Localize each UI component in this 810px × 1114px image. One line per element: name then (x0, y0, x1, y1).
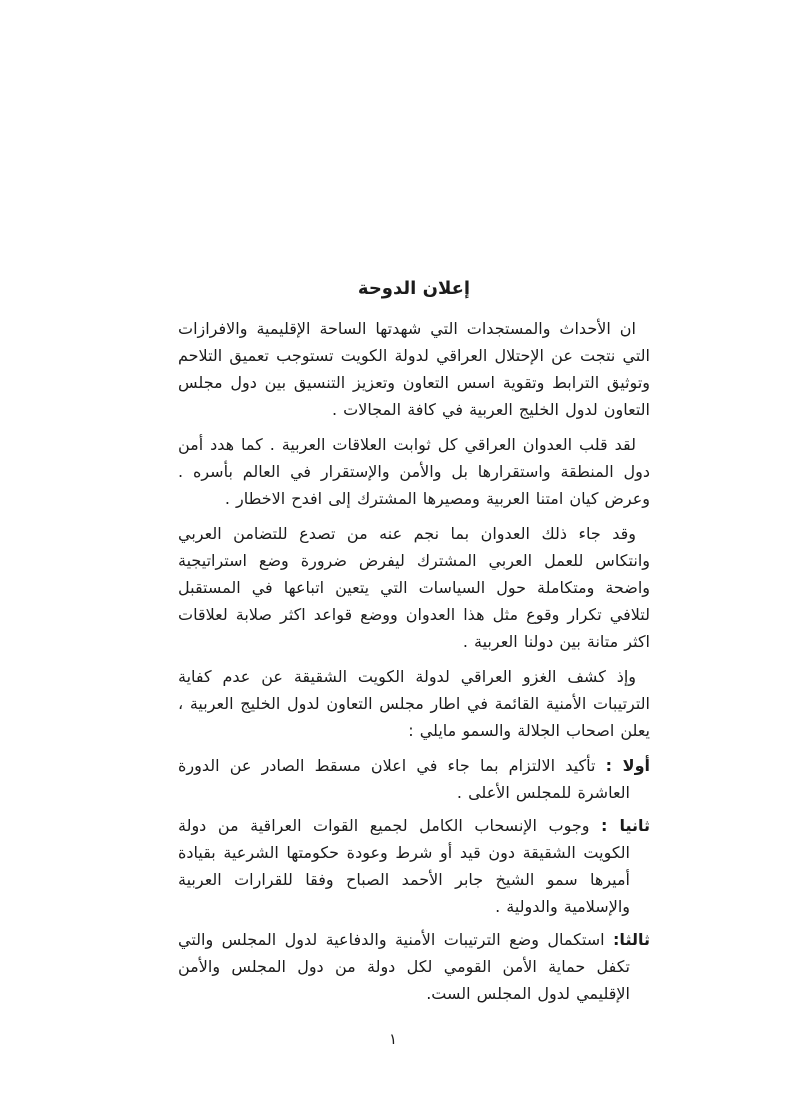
document-body (178, 278, 650, 1013)
item-text-third: استكمال وضع الترتيبات الأمنية والدفاعية لدول المجلس والتي تكفل حماية الأمن القومي لكل دولة من دول المجلس والأمن الإقليمي لدول المجلس الست. (178, 930, 630, 1003)
list-item-first (178, 752, 650, 806)
item-text-first: تأكيد الالتزام بما جاء في اعلان مسقط الصادر عن الدورة العاشرة للمجلس الأعلى . (178, 756, 630, 802)
document-title: إعلان الدوحة (357, 278, 471, 299)
paragraph-aggression: لقد قلب العدوان العراقي كل ثوابت العلاقات العربية . كما هدد أمن دول المنطقة واستقرارها بل والأمن والإستقرار في العالم بأسره . وعرض كيان امتنا العربية ومصيرها المشترك إلى افدح الاخطار . (178, 435, 650, 508)
paragraph-strategy: وقد جاء ذلك العدوان بما نجم عنه من تصدع للتضامن العربي وانتكاس للعمل العربي المشترك ليفرض ضرورة وضع استراتيجية واضحة ومتكاملة حول السياسات التي يتعين اتباعها في المستقبل لتلافي تكرار وقوع مثل هذا العدوان ووضع قواعد اكثر صلابة لعلاقات اكثر متانة بين دولنا العربية . (178, 524, 650, 651)
list-item-third (178, 926, 650, 1007)
item-label-third: ثالثا: (613, 930, 650, 949)
item-label-second: ثانيا : (601, 816, 651, 835)
item-text-second: وجوب الإنسحاب الكامل لجميع القوات العراقية من دولة الكويت الشقيقة دون قيد أو شرط وعودة حكومتها الشرعية بقيادة أميرها سمو الشيخ جابر الأحمد الصباح وفقا للقرارات العربية والإسلامية والدولية . (178, 816, 630, 916)
page-number: ١ (388, 1030, 398, 1048)
paragraph-declaration-lead: وإذ كشف الغزو العراقي لدولة الكويت الشقيقة عن عدم كفاية الترتيبات الأمنية القائمة في اطار مجلس التعاون لدول الخليج العربية ، يعلن اصحاب الجلالة والسمو مايلي : (178, 667, 650, 740)
list-item-second (178, 812, 650, 920)
item-label-first: أولا : (605, 756, 651, 775)
paragraph-intro: ان الأحداث والمستجدات التي شهدتها الساحة الإقليمية والافرازات التي نتجت عن الإحتلال العراقي لدولة الكويت تستوجب تعميق التلاحم وتوثيق الترابط وتقوية اسس التعاون وتعزيز التنسيق بين دول مجلس التعاون لدول الخليج العربية في كافة المجالات . (178, 319, 650, 419)
